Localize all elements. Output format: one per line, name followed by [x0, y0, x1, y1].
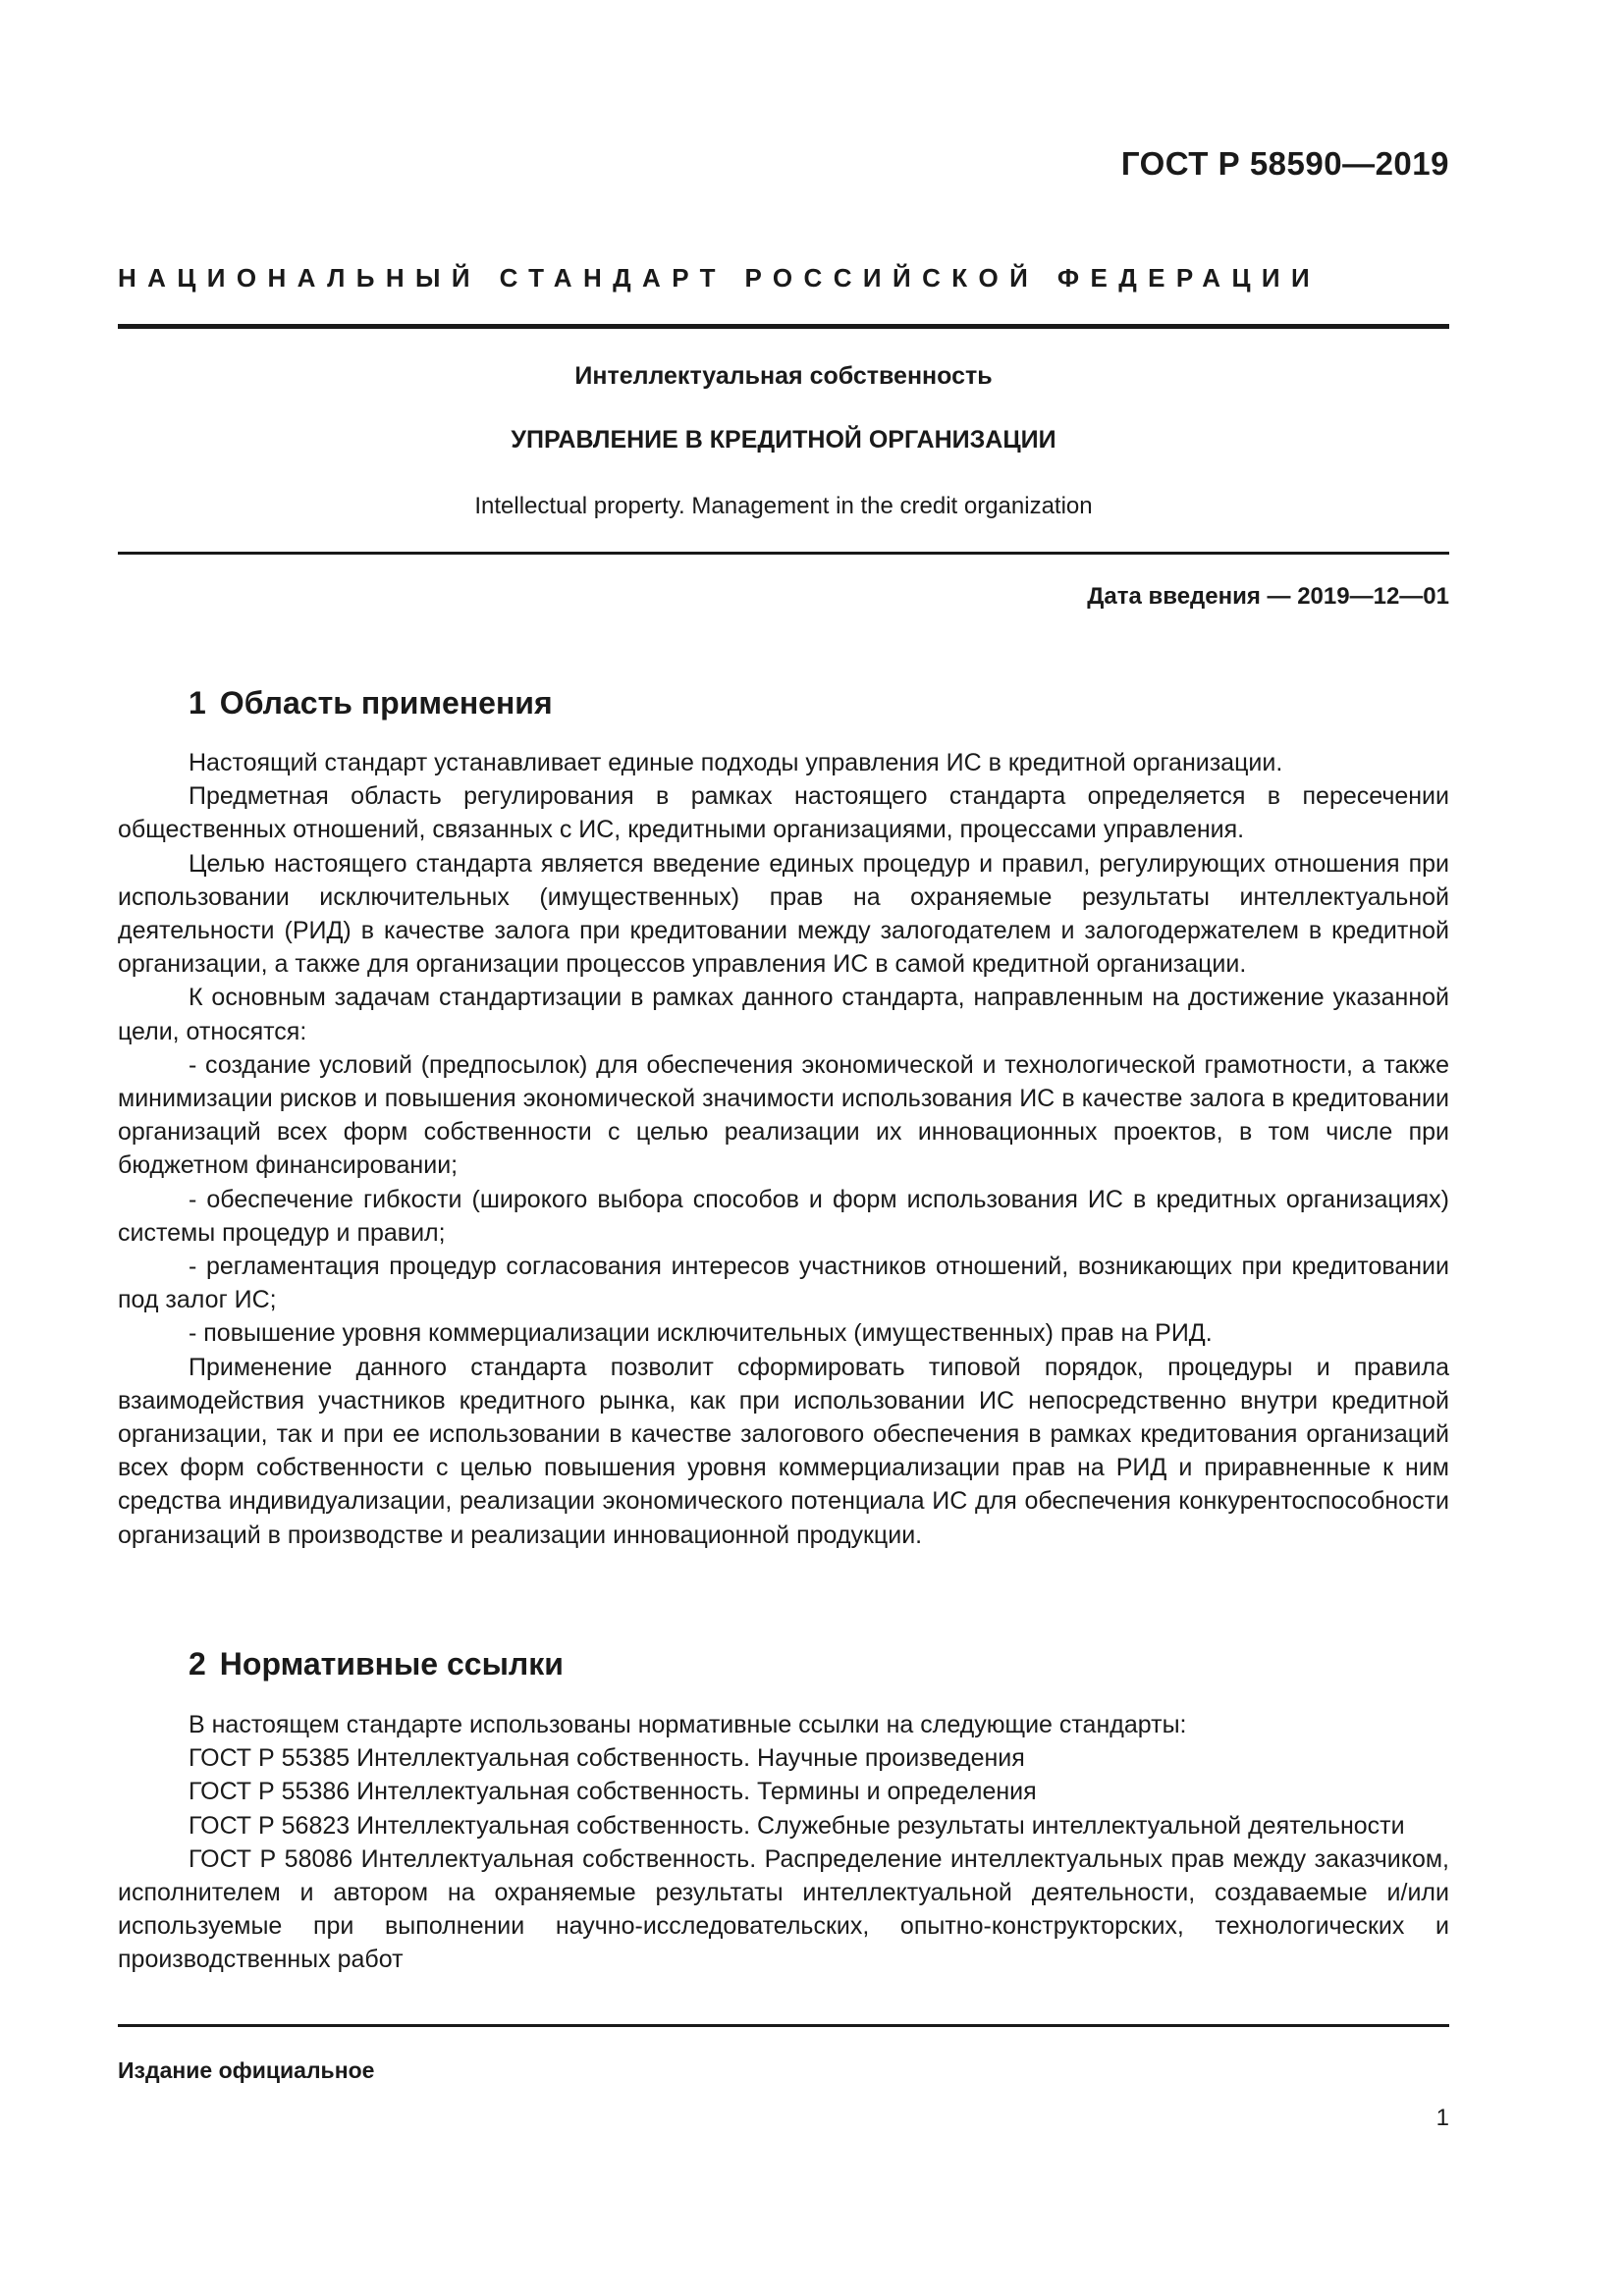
official-edition-label: Издание официальное: [118, 2057, 375, 2083]
reference-item: ГОСТ Р 55385 Интеллектуальная собственность. Научные произведения: [189, 1744, 1025, 1773]
paragraph: В настоящем стандарте использованы нормативные ссылки на следующие стандарты:: [189, 1711, 1187, 1738]
document-page: [118, 0, 1449, 2296]
section-heading-2: [189, 1646, 564, 1682]
section-2-body: [118, 1708, 1449, 1977]
title-rule: [118, 552, 1449, 555]
page-number: 1: [1435, 2105, 1449, 2131]
paragraph: К основным задачам стандартизации в рамках данного стандарта, направленным на достижение указанной цели, относятся:: [118, 984, 1449, 1045]
list-item: - обеспечение гибкости (широкого выбора способов и форм использования ИС в кредитных организациях) системы процедур и правил;: [118, 1185, 1449, 1247]
paragraph: Предметная область регулирования в рамках настоящего стандарта определяется в пересечении общественных отношений, связанных с ИС, кредитными организациями, процессами управления.: [118, 782, 1449, 844]
doc-title-english: Intellectual property. Management in the credit organization: [474, 493, 1093, 519]
doc-code: ГОСТ Р 58590—2019: [1120, 145, 1449, 182]
doc-subject: Интеллектуальная собственность: [574, 362, 993, 390]
reference-item: ГОСТ Р 58086 Интеллектуальная собственность. Распределение интеллектуальных прав между заказчиком, исполнителем и автором на охраняемые результаты интеллектуальной деятельности, создаваемые и/или используемые при выполнении научно-исследовательских, опытно-конструкторских, технологических и производственных работ: [118, 1844, 1449, 1974]
section-heading-1: [189, 685, 553, 721]
introduction-date: Дата введения — 2019—12—01: [1087, 583, 1449, 610]
paragraph: Настоящий стандарт устанавливает единые подходы управления ИС в кредитной организации.: [189, 749, 1283, 776]
section-number: 1: [189, 685, 206, 721]
paragraph: Применение данного стандарта позволит сформировать типовой порядок, процедуры и правила взаимодействия участников кредитного рынка, как при использовании ИС непосредственно внутри кредитной организации, так и при ее использовании в качестве залогового обеспечения в рамках кредитования организаций всех форм собственности с целью повышения уровня коммерциализации прав на РИД и приравненные к ним средства индивидуализации, реализации экономического потенциала ИС для обеспечения конкурентоспособности организаций в производстве и реализации инновационной продукции.: [118, 1353, 1449, 1549]
section-number: 2: [189, 1646, 206, 1682]
list-item: - регламентация процедур согласования интересов участников отношений, возникающих при кредитовании под залог ИС;: [118, 1253, 1449, 1314]
list-item: - создание условий (предпосылок) для обеспечения экономической и технологической грамотности, а также минимизации рисков и повышения экономической значимости использования ИС в качестве залога в кредитовании организаций всех форм собственности с целью реализации их инновационных проектов, в том числе при бюджетном финансировании;: [118, 1050, 1449, 1180]
section-title: Область применения: [219, 685, 553, 721]
list-item: - повышение уровня коммерциализации исключительных (имущественных) прав на РИД.: [189, 1319, 1213, 1348]
doc-title: УПРАВЛЕНИЕ В КРЕДИТНОЙ ОРГАНИЗАЦИИ: [511, 426, 1056, 454]
paragraph: Целью настоящего стандарта является введение единых процедур и правил, регулирующих отношения при использовании исключительных (имущественных) прав на охраняемые результаты интеллектуальной деятельности (РИД) в качестве залога при кредитовании между залогодателем и залогодержателем в кредитной организации, а также для организации процессов управления ИС в самой кредитной организации.: [118, 849, 1449, 979]
national-standard-title: НАЦИОНАЛЬНЫЙ СТАНДАРТ РОССИЙСКОЙ ФЕДЕРАЦИИ: [118, 263, 1322, 293]
section-1-body: [118, 746, 1449, 1552]
reference-item: ГОСТ Р 56823 Интеллектуальная собственность. Служебные результаты интеллектуальной деятельности: [189, 1811, 1405, 1840]
reference-item: ГОСТ Р 55386 Интеллектуальная собственность. Термины и определения: [189, 1778, 1037, 1806]
section-title: Нормативные ссылки: [219, 1646, 564, 1682]
footer-rule: [118, 2024, 1449, 2027]
header-rule: [118, 324, 1449, 329]
